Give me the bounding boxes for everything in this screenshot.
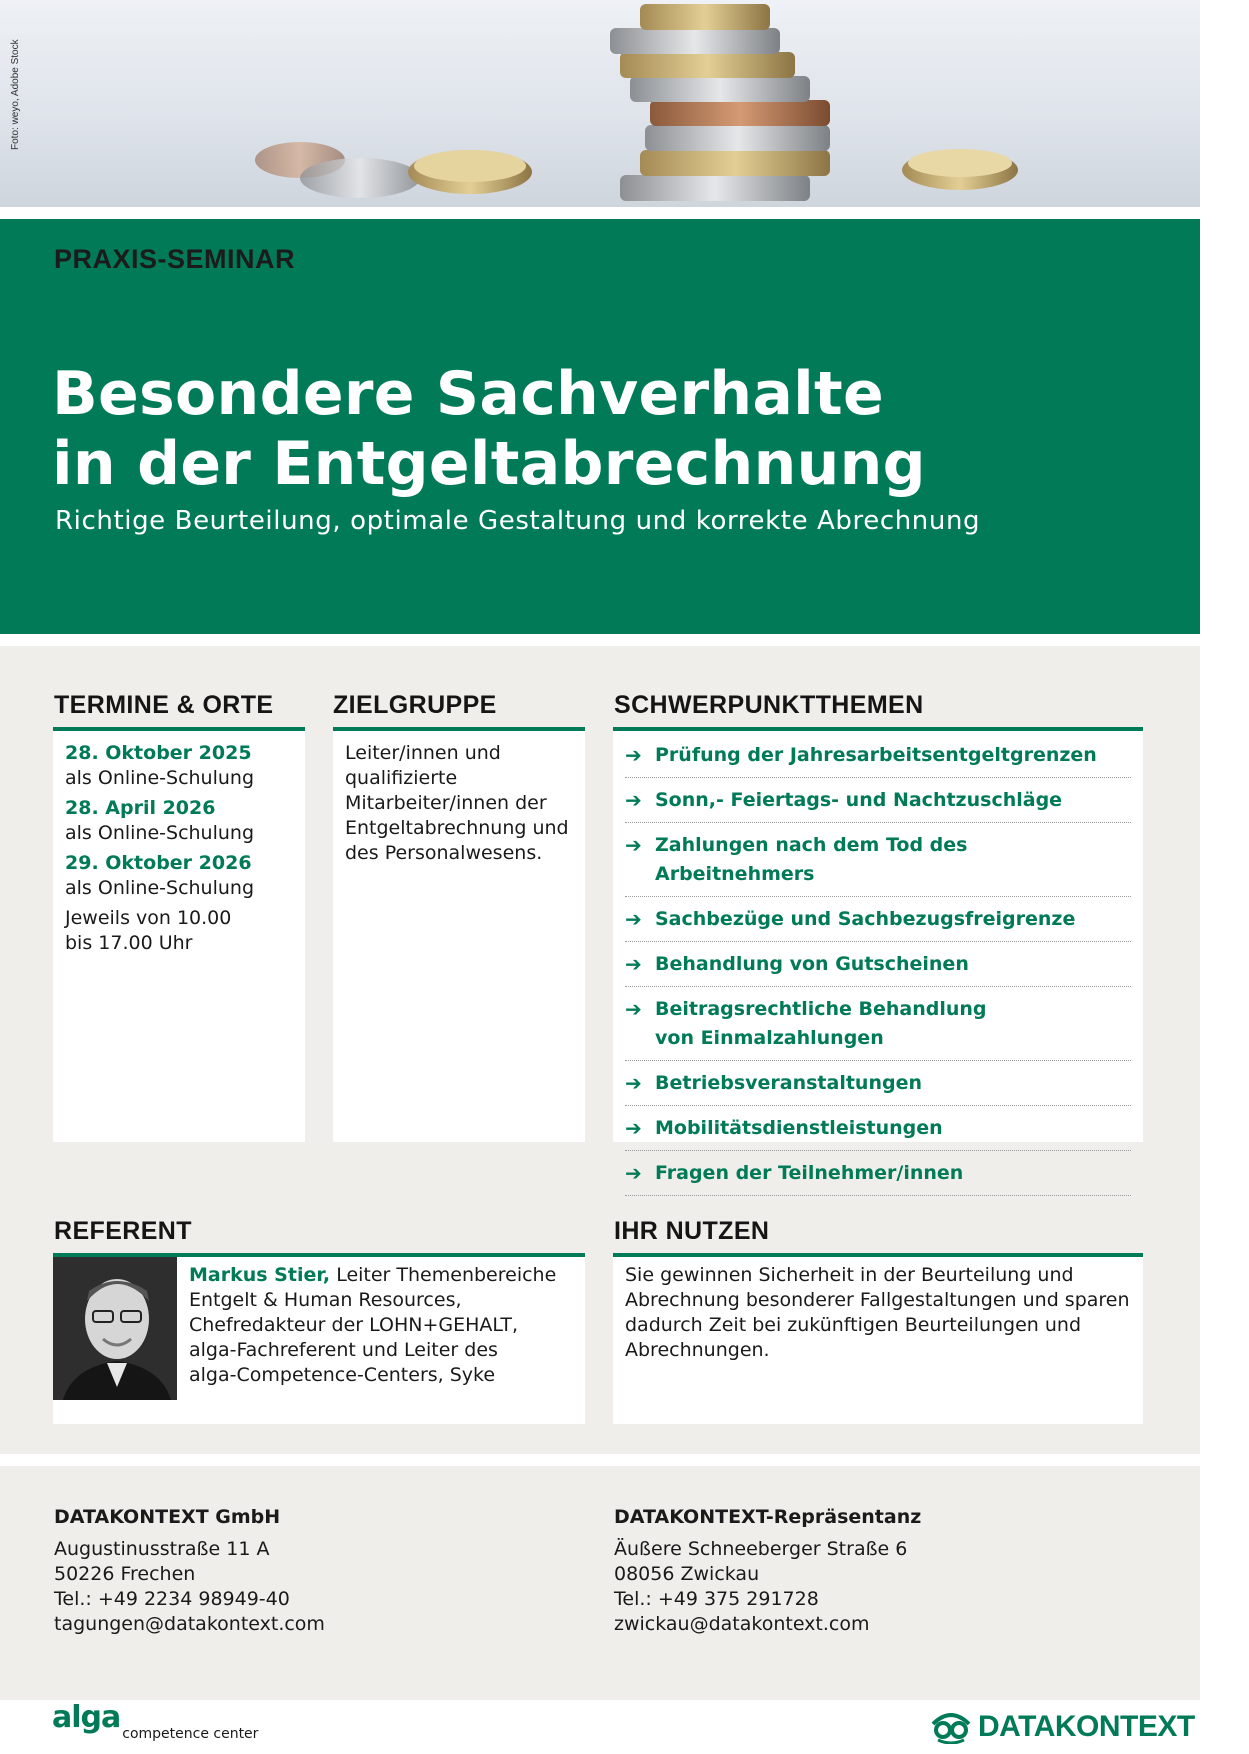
time-line: Jeweils von 10.00 (65, 907, 232, 929)
hero-photo (0, 0, 1200, 207)
zielgruppe-heading: ZIELGRUPPE (333, 691, 497, 719)
page-subtitle: Richtige Beurteilung, optimale Gestaltung und korrekte Abrechnung (55, 506, 981, 536)
coins-illustration (0, 0, 1200, 207)
footer-left-company: DATAKONTEXT GmbH (54, 1506, 281, 1528)
referent-heading: REFERENT (54, 1217, 192, 1245)
topic-label: Sachbezüge und Sachbezugsfreigrenze (655, 908, 1076, 930)
date: 28. Oktober 2025 (65, 742, 252, 764)
date-entry (65, 851, 293, 901)
datakontext-logo-icon (930, 1710, 972, 1744)
referent-desc: Leiter Themenbereiche (330, 1264, 557, 1286)
arrow-right-icon: ➔ (625, 1071, 642, 1095)
schwerpunkte-card (613, 727, 1143, 1185)
topic-item (625, 1106, 1131, 1151)
referent-card (53, 1253, 585, 1424)
header-banner (0, 219, 1200, 634)
referent-name: Markus Stier, (189, 1264, 331, 1286)
zielgruppe-line: Mitarbeiter/innen der (345, 792, 547, 814)
referent-photo (53, 1257, 177, 1400)
termine-card (53, 727, 305, 1142)
alga-logo (52, 1700, 259, 1742)
nutzen-line: Abrechnungen. (625, 1339, 770, 1361)
topic-item (625, 778, 1131, 823)
referent-row (53, 1257, 585, 1400)
topic-label: Mobilitätsdienstleistungen (655, 1117, 943, 1139)
title-line-1: Besondere Sachverhalte (52, 359, 885, 429)
footer-right-phone: Tel.: +49 375 291728 (614, 1588, 819, 1610)
topic-item (625, 1151, 1131, 1196)
topic-item (625, 823, 1131, 897)
zielgruppe-line: des Personalwesens. (345, 842, 543, 864)
topic-label-line: von Einmalzahlungen (655, 1027, 884, 1049)
nutzen-heading: IHR NUTZEN (614, 1217, 770, 1245)
topic-item (625, 942, 1131, 987)
date: 29. Oktober 2026 (65, 852, 252, 874)
topic-label-line: Beitragsrechtliche Behandlung (655, 998, 987, 1020)
seminar-kicker: PRAXIS-SEMINAR (54, 244, 296, 274)
zielgruppe-card (333, 727, 585, 1142)
zielgruppe-line: Entgeltabrechnung und (345, 817, 569, 839)
referent-first-line (189, 1263, 556, 1288)
nutzen-line: Sie gewinnen Sicherheit in der Beurteilung und (625, 1264, 1074, 1286)
referent-line: alga-Competence-Centers, Syke (189, 1364, 496, 1386)
arrow-right-icon: ➔ (625, 997, 642, 1021)
footer-left-city: 50226 Frechen (54, 1563, 196, 1585)
topic-label: Betriebsveranstaltungen (655, 1072, 922, 1094)
time-info (65, 906, 293, 956)
alga-logo-sub: competence center (122, 1726, 259, 1742)
arrow-right-icon: ➔ (625, 1116, 642, 1140)
zielgruppe-line: Leiter/innen und (345, 742, 501, 764)
topic-label: Fragen der Teilnehmer/innen (655, 1162, 964, 1184)
date-entry (65, 796, 293, 846)
title-line-2: in der Entgeltabrechnung (52, 429, 926, 499)
datakontext-logo-text: DATAKONTEXT (978, 1710, 1195, 1743)
topic-item (625, 897, 1131, 942)
topic-label: Prüfung der Jahresarbeitsentgeltgrenzen (655, 744, 1097, 766)
arrow-right-icon: ➔ (625, 788, 642, 812)
alga-logo-word: alga (52, 1700, 121, 1735)
topic-item (625, 733, 1131, 778)
topic-label (655, 995, 987, 1053)
referent-line: alga-Fachreferent und Leiter des (189, 1339, 498, 1361)
logo-band (0, 1700, 1200, 1754)
page-title (52, 359, 926, 499)
footer-left-phone: Tel.: +49 2234 98949-40 (54, 1588, 290, 1610)
footer-right-company: DATAKONTEXT-Repräsentanz (614, 1506, 922, 1528)
termine-heading: TERMINE & ORTE (54, 691, 274, 719)
topic-item (625, 987, 1131, 1061)
time-line: bis 17.00 Uhr (65, 932, 193, 954)
nutzen-card (613, 1253, 1143, 1424)
nutzen-line: dadurch Zeit bei zukünftigen Beurteilungen und (625, 1314, 1082, 1336)
footer-right-email[interactable]: zwickau@datakontext.com (614, 1613, 870, 1635)
arrow-right-icon: ➔ (625, 743, 642, 767)
referent-line: Chefredakteur der LOHN+GEHALT, (189, 1314, 519, 1336)
topic-label: Sonn,- Feiertags- und Nachtzuschläge (655, 789, 1063, 811)
location: als Online-Schulung (65, 877, 255, 899)
topic-label: Behandlung von Gutscheinen (655, 953, 969, 975)
arrow-right-icon: ➔ (625, 907, 642, 931)
referent-line: Entgelt & Human Resources, (189, 1289, 462, 1311)
portrait-illustration (53, 1257, 177, 1400)
nutzen-line: Abrechnung besonderer Fallgestaltungen und sparen (625, 1289, 1130, 1311)
arrow-right-icon: ➔ (625, 1161, 642, 1185)
referent-text (177, 1257, 556, 1400)
location: als Online-Schulung (65, 767, 255, 789)
content-area (0, 646, 1200, 1454)
footer-left-street: Augustinusstraße 11 A (54, 1538, 270, 1560)
datakontext-logo (930, 1710, 1195, 1744)
footer (0, 1466, 1200, 1702)
location: als Online-Schulung (65, 822, 255, 844)
footer-left-email[interactable]: tagungen@datakontext.com (54, 1613, 325, 1635)
topic-item (625, 1061, 1131, 1106)
schwerpunkte-heading: SCHWERPUNKTTHEMEN (614, 691, 924, 719)
topic-label: Zahlungen nach dem Tod des Arbeitnehmers (655, 834, 968, 885)
arrow-right-icon: ➔ (625, 833, 642, 857)
arrow-right-icon: ➔ (625, 952, 642, 976)
footer-right-city: 08056 Zwickau (614, 1563, 760, 1585)
footer-right-street: Äußere Schneeberger Straße 6 (614, 1538, 908, 1560)
photo-credit: Foto: weyo, Adobe Stock (10, 39, 21, 150)
zielgruppe-line: qualifizierte (345, 767, 458, 789)
date-entry (65, 741, 293, 791)
date: 28. April 2026 (65, 797, 216, 819)
